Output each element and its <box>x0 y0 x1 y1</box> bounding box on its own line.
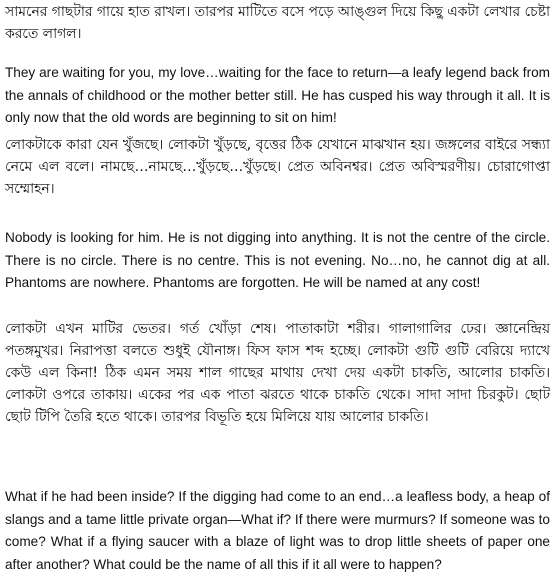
paragraph-english-2: Nobody is looking for him. He is not digging into anything. It is not the centre of the circle. There is no circle. There is no centre. This is not evening. No…no, he cannot dig at all. Phantoms are nowhere. Phantoms are forgotten. He will be named at any cost! <box>5 230 550 290</box>
paragraph-english-1: They are waiting for you, my love…waiting for the face to return—a leafy legend back from the annals of childhood or the mother better still. He has cusped his way through it all. It is only now that the old words are beginning to sit on him! <box>5 65 550 125</box>
paragraph-bengali-1: সামনের গাছটার গায়ে হাত রাখল। তারপর মাটিতে বসে পড়ে আঙ্গুল দিয়ে কিছু একটা লেখার চেষ্টা করতে লাগল। <box>5 4 550 42</box>
paragraph-bengali-2: লোকটাকে কারা যেন খুঁজছে। লোকটা খুঁড়ছে, বৃত্তের ঠিক যেখানে মাঝখান হয়। জঙ্গলের বাইরে সন্ধ্যা নেমে এল বলে। নামছে…নামছে…খুঁড়ছে…খুঁড়ছে। প্রেত অবিনশ্বর। প্রেত অবিস্মরণীয়। চোরাগোপ্তা সম্মোহন। <box>5 137 550 197</box>
paragraph-bengali-3: লোকটা এখন মাটির ভেতর। গর্ত খোঁড়া শেষ। পাতাকাটা শরীর। গালাগালির ঢের। জ্ঞানেন্দ্রিয় পতঙ্গমুখর। নিরাপত্তা বলতে শুধুই যৌনাঙ্গ। ফিস ফাস শব্দ হচ্ছে। লোকটা গুটি গুটি বেরিয়ে দ্যাখে কেউ এল কিনা! ঠিক এমন সময় শাল গাছের মাথায় দেখা দেয় একটা চাকতি, আলোর চাকতি। লোকটা ওপরে তাকায়। একের পর এক পাতা ঝরতে থাকে চাকতি থেকে। সাদা সাদা চিরকুট। ছোট ছোট টিপি তৈরি হতে থাকে। তারপর বিভূতি হয়ে মিলিয়ে যায় আলোর চাকতি। <box>5 321 550 425</box>
paragraph-english-3: What if he had been inside? If the digging had come to an end…a leafless body, a heap of slangs and a tame little private organ—What if? If there were murmurs? If someone was to come? What if a flying saucer with a blaze of light was to drop little sheets of paper one after another? What could be the name of all this if it all were to happen? <box>5 489 550 572</box>
